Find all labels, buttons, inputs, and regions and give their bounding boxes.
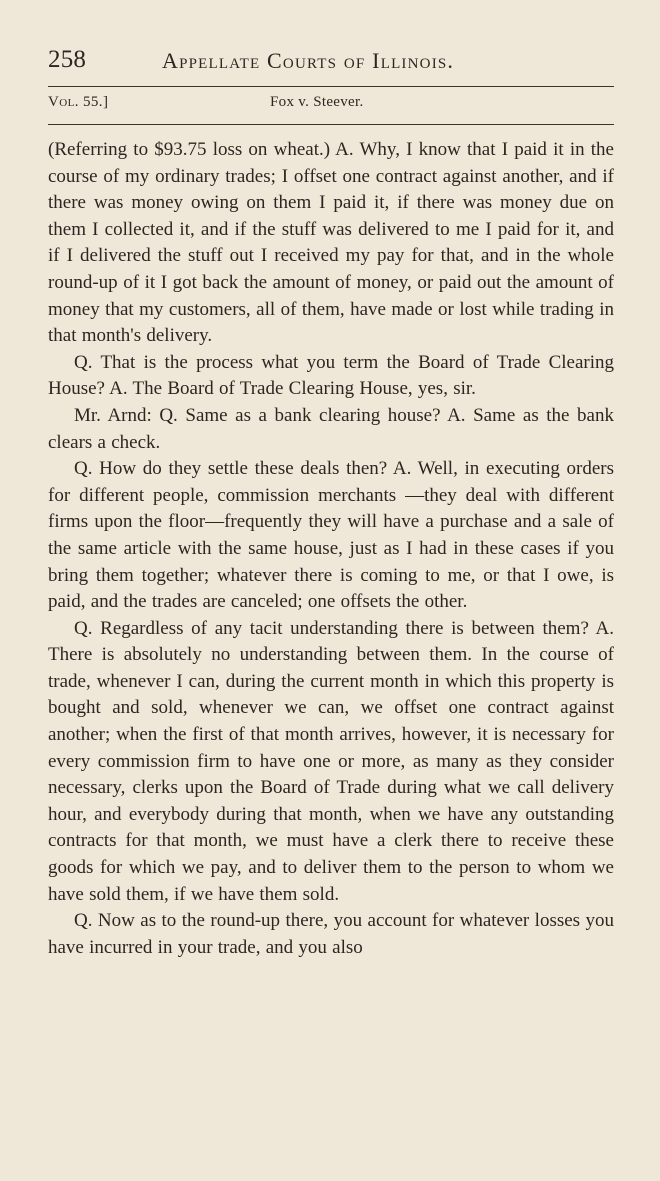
paragraph-3: Mr. Arnd: Q. Same as a bank clearing house? A. Same as the bank clears a check.: [48, 404, 614, 453]
paragraph-4: Q. How do they settle these deals then? A. Well, in executing orders for different people, commission merchants —they deal with different firms upon the floor—frequently they will have a purchase and a sale of the same article with the same house, just as I had in these cases if you bring them together; whatever there is coming to me, or that I owe, is paid, and the trades are canceled; one offsets the other.: [48, 458, 614, 613]
paragraph-6: Q. Now as to the round-up there, you account for whatever losses you have incurred in your trade, and you also: [48, 910, 614, 958]
running-head: [48, 46, 614, 78]
paragraph-1: (Referring to $93.75 loss on wheat.) A. Why, I know that I paid it in the course of my ordinary trades; I offset one contract against another, and if there was money owing on them I paid it, if there was money due on them I collected it, and if the stuff was delivered to me I paid for it, and if I delivered the stuff out I received my pay for that, and in the whole round-up of it I got back the amount of money, or paid out the amount of money that my customers, all of them, have made or lost while trading in that month's delivery.: [48, 139, 614, 347]
running-title: Appellate Courts of Illinois.: [162, 48, 455, 73]
volume-label: Vol. 55.]: [48, 94, 109, 110]
paragraph-2: Q. That is the process what you term the Board of Trade Clearing House? A. The Board of Trade Clearing House, yes, sir.: [48, 351, 614, 400]
case-line: [48, 94, 614, 116]
case-name: Fox v. Steever.: [270, 94, 364, 110]
body-text: [48, 137, 614, 961]
header-rule-top: [48, 86, 614, 87]
page-number: 258: [48, 46, 87, 73]
paragraph-5: Q. Regardless of any tacit understanding there is between them? A. There is absolutely no understanding between them. In the course of trade, whenever I can, during the current month in which this property is bought and sold, whenever we can, we offset one contract against another; when the first of that month arrives, however, it is necessary for every commission firm to have one or more, as many as they consider necessary, clerks upon the Board of Trade during what we call delivery hour, and everybody during that month, when we have any outstanding contracts for that month, we must have a clerk there to receive these goods for which we pay, and to deliver them to the person to whom we have sold them, if we have them sold.: [48, 617, 614, 905]
header-rule-bottom: [48, 124, 614, 125]
